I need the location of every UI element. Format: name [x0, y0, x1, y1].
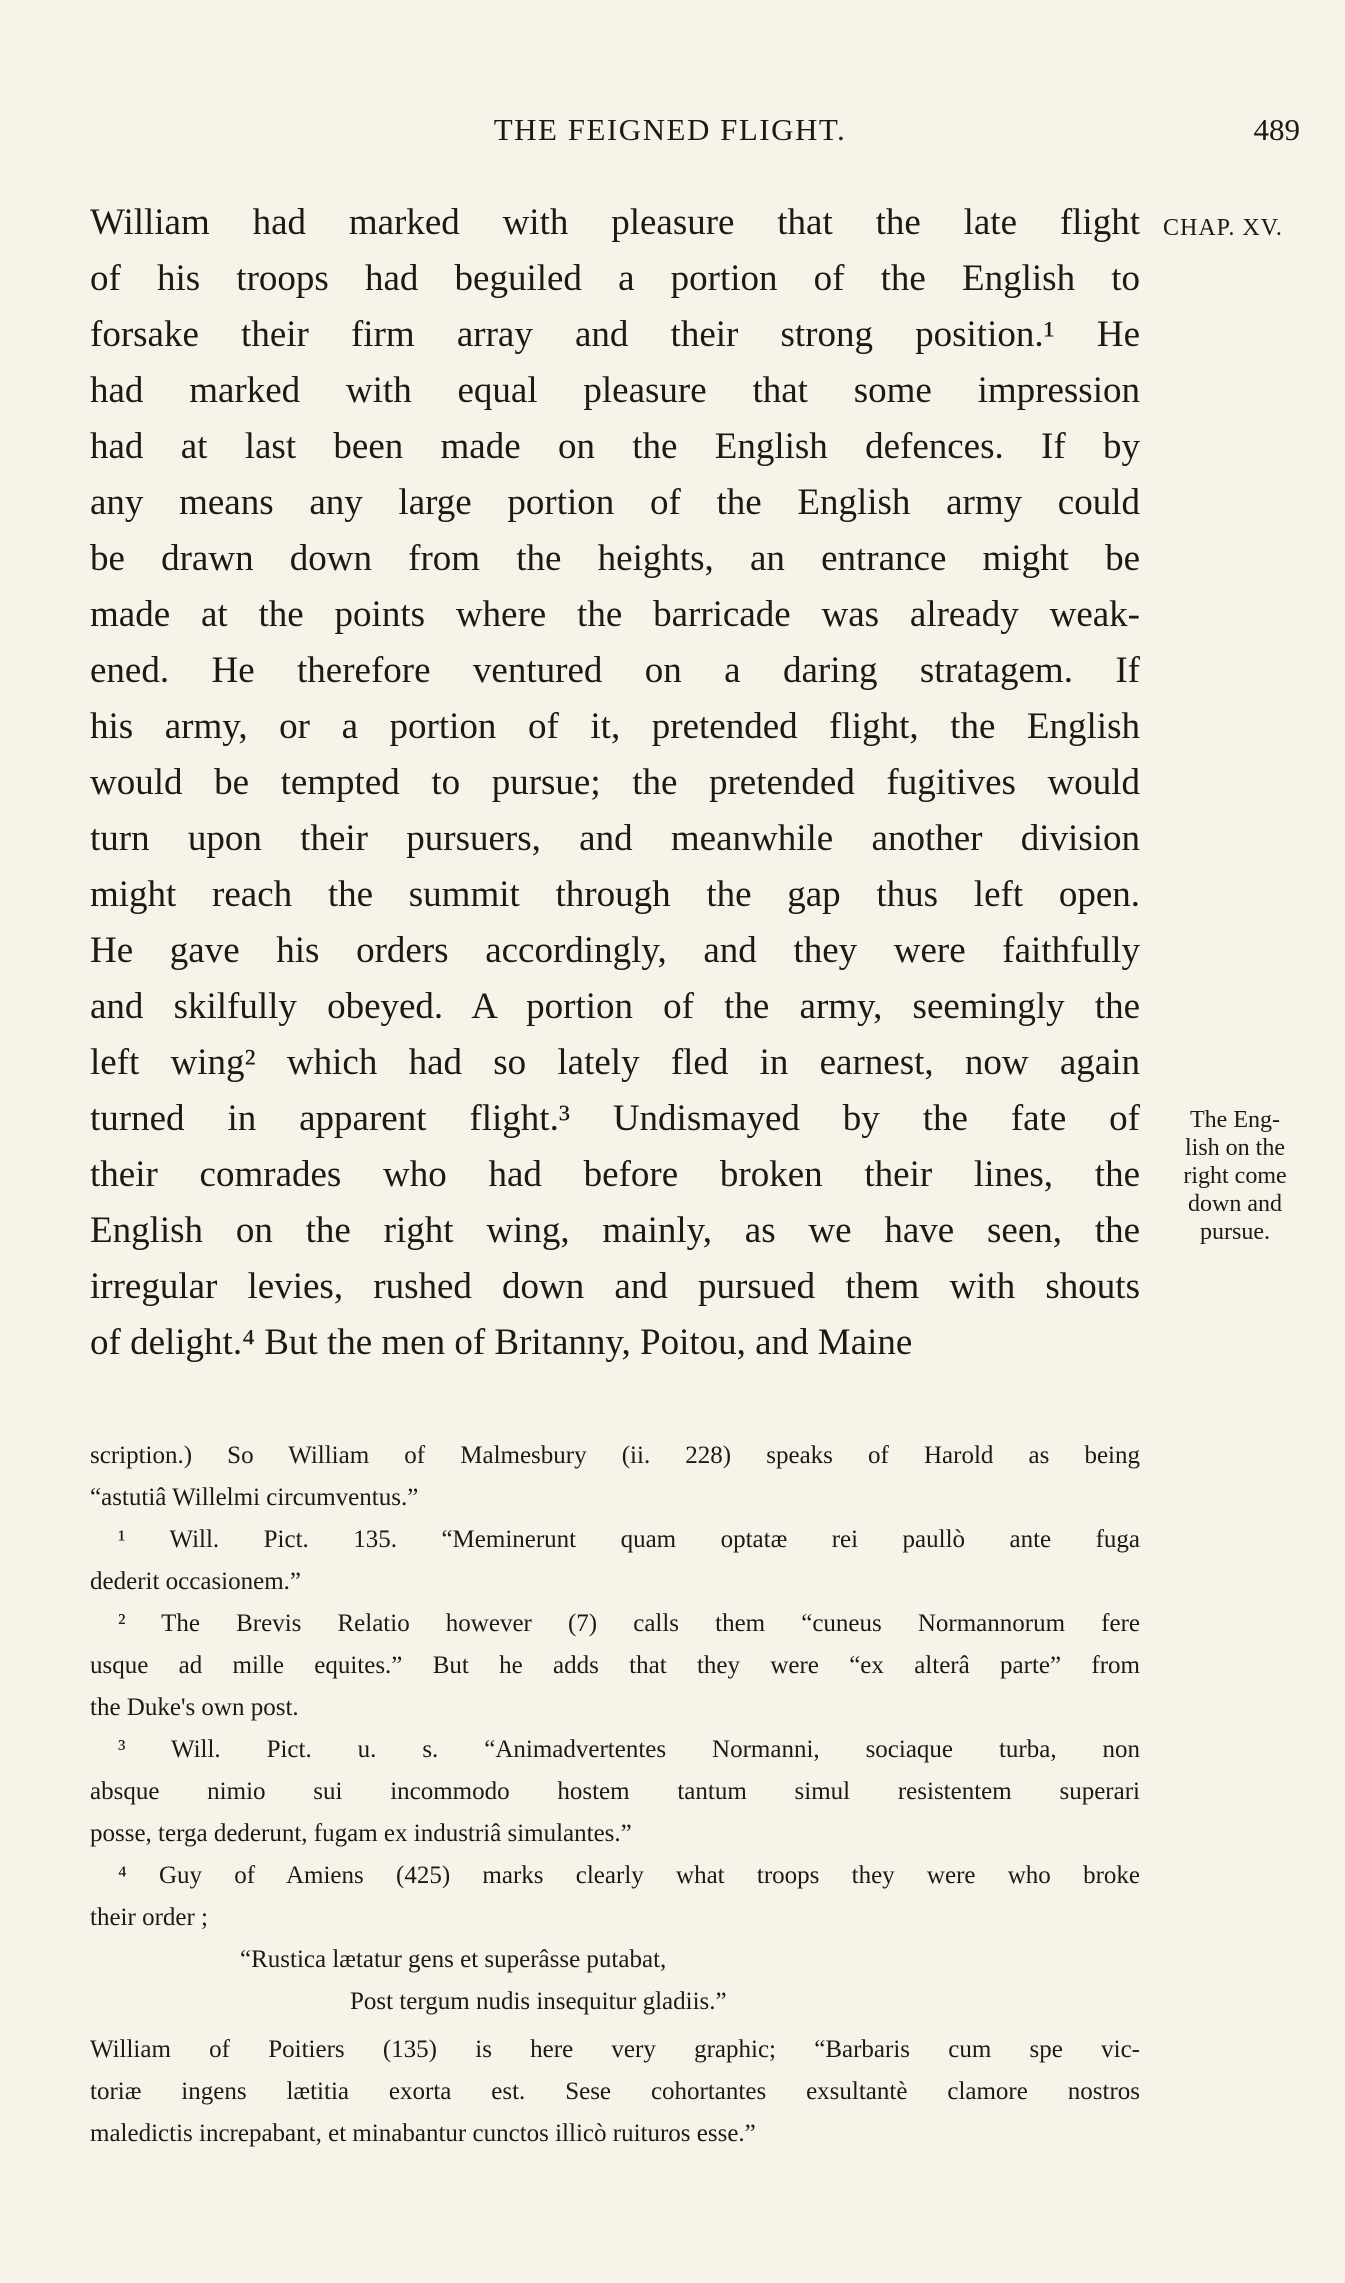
- footnote-line: usque ad mille equites.” But he adds that they were “ex alterâ parte” from: [90, 1652, 1140, 1679]
- footnote-line: ² The Brevis Relatio however (7) calls them “cuneus Normannorum fere: [118, 1610, 1140, 1637]
- text-line: of his troops had beguiled a portion of the English to: [90, 258, 1140, 299]
- footnote-line: ¹ Will. Pict. 135. “Meminerunt quam optatæ rei paullò ante fuga: [118, 1526, 1140, 1553]
- side-note-line: pursue.: [1200, 1219, 1270, 1245]
- footnote-line: ³ Will. Pict. u. s. “Animadvertentes Normanni, sociaque turba, non: [118, 1736, 1140, 1763]
- text-line: left wing² which had so lately fled in earnest, now again: [90, 1042, 1140, 1083]
- side-note-line: right come: [1183, 1163, 1287, 1189]
- footnote-line: the Duke's own post.: [90, 1694, 299, 1721]
- text-line: would be tempted to pursue; the pretended fugitives would: [90, 762, 1140, 803]
- footnote-line: toriæ ingens lætitia exorta est. Sese cohortantes exsultantè clamore nostros: [90, 2078, 1140, 2105]
- page-number: 489: [1253, 112, 1300, 147]
- text-line: turned in apparent flight.³ Undismayed by the fate of: [90, 1098, 1140, 1139]
- footnote-line: dederit occasionem.”: [90, 1568, 302, 1595]
- text-line: forsake their firm array and their strong position.¹ He: [90, 314, 1140, 355]
- footnote-line: absque nimio sui incommodo hostem tantum simul resistentem superari: [90, 1778, 1140, 1805]
- text-line: their comrades who had before broken their lines, the: [90, 1154, 1140, 1195]
- text-line: his army, or a portion of it, pretended flight, the English: [90, 706, 1140, 747]
- text-line: and skilfully obeyed. A portion of the army, seemingly the: [90, 986, 1140, 1027]
- running-title: THE FEIGNED FLIGHT.: [493, 112, 847, 147]
- footnote-line: “astutiâ Willelmi circumventus.”: [90, 1484, 419, 1511]
- footnote-line: posse, terga dederunt, fugam ex industriâ simulantes.”: [90, 1820, 632, 1847]
- text-line: made at the points where the barricade was already weak-: [90, 594, 1140, 635]
- footnotes: [90, 1435, 1140, 2155]
- footnote-line: their order ;: [90, 1904, 209, 1931]
- text-line: might reach the summit through the gap thus left open.: [90, 874, 1140, 915]
- running-header: [90, 112, 1300, 152]
- footnote-line: maledictis increpabant, et minabantur cunctos illicò ruituros esse.”: [90, 2120, 756, 2147]
- footnote-line: ⁴ Guy of Amiens (425) marks clearly what troops they were who broke: [118, 1862, 1140, 1889]
- text-line: had at last been made on the English defences. If by: [90, 426, 1140, 467]
- side-note-line: down and: [1188, 1191, 1282, 1217]
- text-line: turn upon their pursuers, and meanwhile another division: [90, 818, 1140, 859]
- side-margin-note: [1145, 1106, 1325, 1246]
- text-line: ened. He therefore ventured on a daring stratagem. If: [90, 650, 1140, 691]
- text-line: any means any large portion of the English army could: [90, 482, 1140, 523]
- text-line: be drawn down from the heights, an entrance might be: [90, 538, 1140, 579]
- text-line: English on the right wing, mainly, as we have seen, the: [90, 1210, 1140, 1251]
- main-text: [90, 195, 1140, 1371]
- side-note-line: lish on the: [1185, 1135, 1285, 1161]
- footnote-verse-line: Post tergum nudis insequitur gladiis.”: [350, 1988, 727, 2015]
- text-line: He gave his orders accordingly, and they were faithfully: [90, 930, 1140, 971]
- text-line: had marked with equal pleasure that some impression: [90, 370, 1140, 411]
- text-line: of delight.⁴ But the men of Britanny, Poitou, and Maine: [90, 1322, 913, 1363]
- chapter-margin-note: CHAP. XV.: [1163, 215, 1283, 241]
- text-line: irregular levies, rushed down and pursued them with shouts: [90, 1266, 1140, 1307]
- text-line: William had marked with pleasure that the late flight: [90, 202, 1140, 243]
- footnote-line: scription.) So William of Malmesbury (ii. 228) speaks of Harold as being: [90, 1442, 1140, 1469]
- footnote-verse-line: “Rustica lætatur gens et superâsse putabat,: [240, 1946, 667, 1973]
- footnote-line: William of Poitiers (135) is here very graphic; “Barbaris cum spe vic-: [90, 2036, 1140, 2063]
- side-note-line: The Eng-: [1190, 1107, 1280, 1133]
